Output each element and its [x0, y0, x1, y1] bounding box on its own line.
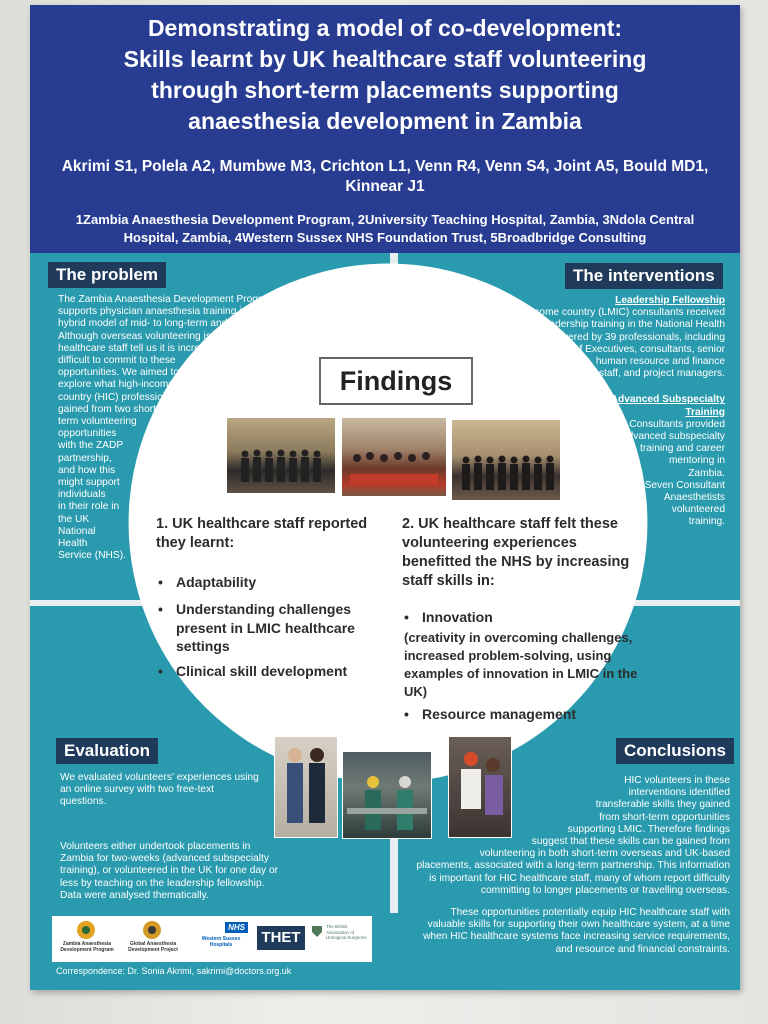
problem-line: explore what high-income [58, 379, 175, 391]
problem-line: Although overseas volunteering is popular, UK [58, 330, 267, 342]
finding-item-challenges [158, 600, 386, 656]
conclusions-line: These opportunities potentially equip HIC healthcare staff with [450, 907, 730, 919]
problem-line: and how this [58, 464, 116, 476]
affiliations [40, 211, 730, 247]
group-photo-1 [226, 417, 336, 494]
conclusions-line: volunteering in both short-term overseas and UK-based [479, 848, 730, 860]
advanced-line: Anaesthetists [663, 492, 725, 504]
problem-line: Health [58, 538, 88, 550]
problem-line: might support [58, 477, 120, 489]
poster-header [30, 5, 740, 253]
problem-line: The Zambia Anaesthesia Development Program (ZADP) [58, 294, 313, 305]
poster-title [40, 13, 730, 137]
leadership-line: nurses, human resource and finance [559, 356, 725, 368]
finding-item-clinical [158, 662, 386, 681]
gadp-emblem-icon [142, 920, 162, 940]
bullet-icon: • [158, 601, 163, 617]
affiliations-line: 1Zambia Anaesthesia Development Program, 2University Teaching Hospital, Zambia, 3Ndola Central [75, 212, 695, 227]
advanced-line: Zambia. [688, 467, 725, 479]
people-silhouettes-icon [227, 418, 335, 493]
leadership-line: Low and middle-income country (LMIC) consultants received [451, 307, 725, 319]
findings-col2-heading: 2. UK healthcare staff felt these volunteering experiences benefitted the NHS by increasing staff skills in: [402, 516, 630, 589]
problem-line: difficult to commit to these [58, 355, 176, 367]
conclusions-line: interventions identified [628, 787, 730, 799]
nhs-logo-text: Western Sussex Hospitals [201, 936, 241, 948]
advanced-training-heading: Training [685, 406, 725, 418]
leadership-fellowship-heading: Leadership Fellowship [615, 295, 725, 306]
problem-line: National [58, 525, 96, 537]
problem-line: with the ZADP [58, 440, 124, 452]
problem-line: country (HIC) professionals [58, 391, 182, 403]
advanced-line: UK Consultants provided [612, 418, 725, 430]
advanced-line: volunteered [671, 504, 725, 516]
finding-item-resource [404, 705, 642, 724]
conclusions-line: supporting LMIC. Therefore findings [567, 823, 730, 835]
leadership-line: Service (UK) delivered by 39 professionals, including [486, 331, 725, 343]
conclusions-heading: Conclusions [616, 738, 734, 764]
finding-item-text: Innovation [422, 609, 493, 625]
nhs-badge: NHS [225, 922, 248, 933]
evaluation-heading: Evaluation [56, 738, 158, 764]
gadp-logo [122, 920, 184, 958]
finding-item-text: Clinical skill development [176, 663, 348, 679]
leadership-line: staff, and project managers. [598, 368, 725, 380]
advanced-line: Seven Consultant [644, 479, 725, 491]
problem-line: Service (NHS). [58, 550, 126, 562]
thet-logo: THET [257, 926, 305, 950]
conclusions-line: from short-term opportunities [599, 811, 730, 823]
evaluation-para: Volunteers either undertook placements in Zambia for two-weeks (advanced subspecialty training), or volunteered in the UK for one day or less by teaching on the leadership fellowship. Data were analysed thematically. [60, 841, 279, 901]
problem-line: in their role in [58, 501, 120, 513]
zadp-logo [56, 920, 118, 958]
conclusions-line: HIC volunteers in these [624, 775, 730, 786]
dinner-table-icon [342, 418, 446, 496]
advanced-line: mentoring in [668, 455, 725, 467]
leadership-line: hospital Chief Executives, consultants, senior [520, 343, 725, 355]
conclusions-line: valuable skills for supporting their own healthcare system, at a time [427, 919, 730, 931]
problem-line: supports physician anaesthesia training in Zambia through a [58, 306, 330, 318]
finding-item-text: Adaptability [176, 574, 257, 590]
finding-item-text: Resource management [422, 706, 577, 722]
problem-line: term volunteering [58, 416, 137, 428]
authors-line: Akrimi S1, Polela A2, Mumbwe M3, Crichton L1, Venn R4, Venn S4, Joint A5, Bould MD1, [61, 158, 709, 175]
problem-line: partnership, [58, 452, 112, 464]
authors-line: Kinnear J1 [345, 178, 425, 195]
problem-line: opportunities [58, 428, 117, 440]
title-line: through short-term placements supporting [151, 77, 619, 103]
conclusions-line: and resource and financial constraints. [555, 943, 730, 955]
interventions-text [400, 295, 725, 529]
interventions-heading: The interventions [565, 263, 723, 289]
finding-item-text: Understanding challenges present in LMIC healthcare settings [176, 601, 355, 654]
problem-line: healthcare staff tell us it is increasingly [58, 342, 232, 354]
bullet-icon: • [404, 609, 409, 625]
finding-item-adaptability [158, 573, 386, 592]
advanced-training-heading: Advanced Subspecialty [610, 394, 725, 406]
findings-title: Findings [319, 357, 473, 405]
conclusions-line: when HIC healthcare systems face increasing service requirements, [423, 931, 730, 943]
title-line: Skills learnt by UK healthcare staff volunteering [123, 46, 647, 72]
finding-item-innovation [404, 608, 642, 627]
poster [30, 5, 740, 990]
advanced-line: training and career [640, 443, 725, 455]
gadp-logo-text: Global Anaesthesia Development Project [128, 941, 178, 953]
zadp-emblem-icon [76, 920, 96, 940]
problem-line: opportunities. We aimed to [58, 367, 179, 379]
conclusions-line: transferable skills they gained [595, 799, 730, 811]
title-line: anaesthesia development in Zambia [188, 108, 582, 134]
bullet-icon: • [158, 663, 163, 679]
title-line: Demonstrating a model of co-development: [147, 15, 623, 41]
bsa-crest-icon [310, 924, 324, 938]
conclusions-line: placements, associated with a long-term partnership. This information [416, 860, 730, 872]
problem-line: the UK [58, 513, 90, 525]
group-photo-2 [341, 417, 447, 497]
two-clinicians-icon [275, 737, 337, 837]
conclusions-line: committing to longer placements or travelling overseas. [480, 884, 730, 896]
correspondence: Correspondence: Dr. Sonia Akrimi, sakrimi@doctors.org.uk [56, 966, 292, 976]
problem-heading: The problem [48, 262, 166, 288]
findings-col1-heading: 1. UK healthcare staff reported they learnt: [156, 516, 368, 551]
people-silhouettes-icon [452, 420, 560, 500]
advanced-line: advanced subspecialty [621, 431, 725, 443]
leadership-line: four-weeks of leadership training in the National Health [477, 319, 725, 331]
advanced-line: training. [688, 516, 725, 528]
bullet-icon: • [404, 706, 409, 722]
problem-line: hybrid model of mid- to long-term and short-term volunteers. [58, 318, 330, 330]
bullet-icon: • [158, 574, 163, 590]
evaluation-text [60, 772, 260, 809]
evaluation-text-2 [60, 841, 285, 902]
author-list [40, 157, 730, 197]
group-photo-3 [451, 419, 561, 501]
problem-line: gained from two short- [58, 403, 160, 415]
finding-innovation-detail: (creativity in overcoming challenges, increased problem-solving, using examples of innovation in LMIC in the UK) [404, 630, 638, 699]
bsa-logo [310, 922, 370, 956]
zadp-logo-text: Zambia Anaesthesia Development Program [60, 941, 114, 953]
photo-clinicians [274, 736, 338, 838]
evaluation-para: We evaluated volunteers' experiences using an online survey with two free-text questions. [60, 772, 259, 808]
conclusions-line: is important for HIC healthcare staff, many of whom report difficulty [429, 872, 730, 884]
nhs-logo [190, 922, 252, 956]
problem-line: individuals [58, 489, 106, 501]
conclusions-line: suggest that these skills can be gained from [531, 836, 730, 848]
logo-strip [52, 916, 372, 962]
conclusions-text [390, 775, 730, 956]
bsa-logo-text: The British Association of Urological Surgeons [326, 924, 367, 940]
affiliations-line: Hospital, Zambia, 4Western Sussex NHS Foundation Trust, 5Broadbridge Consulting [123, 230, 647, 245]
